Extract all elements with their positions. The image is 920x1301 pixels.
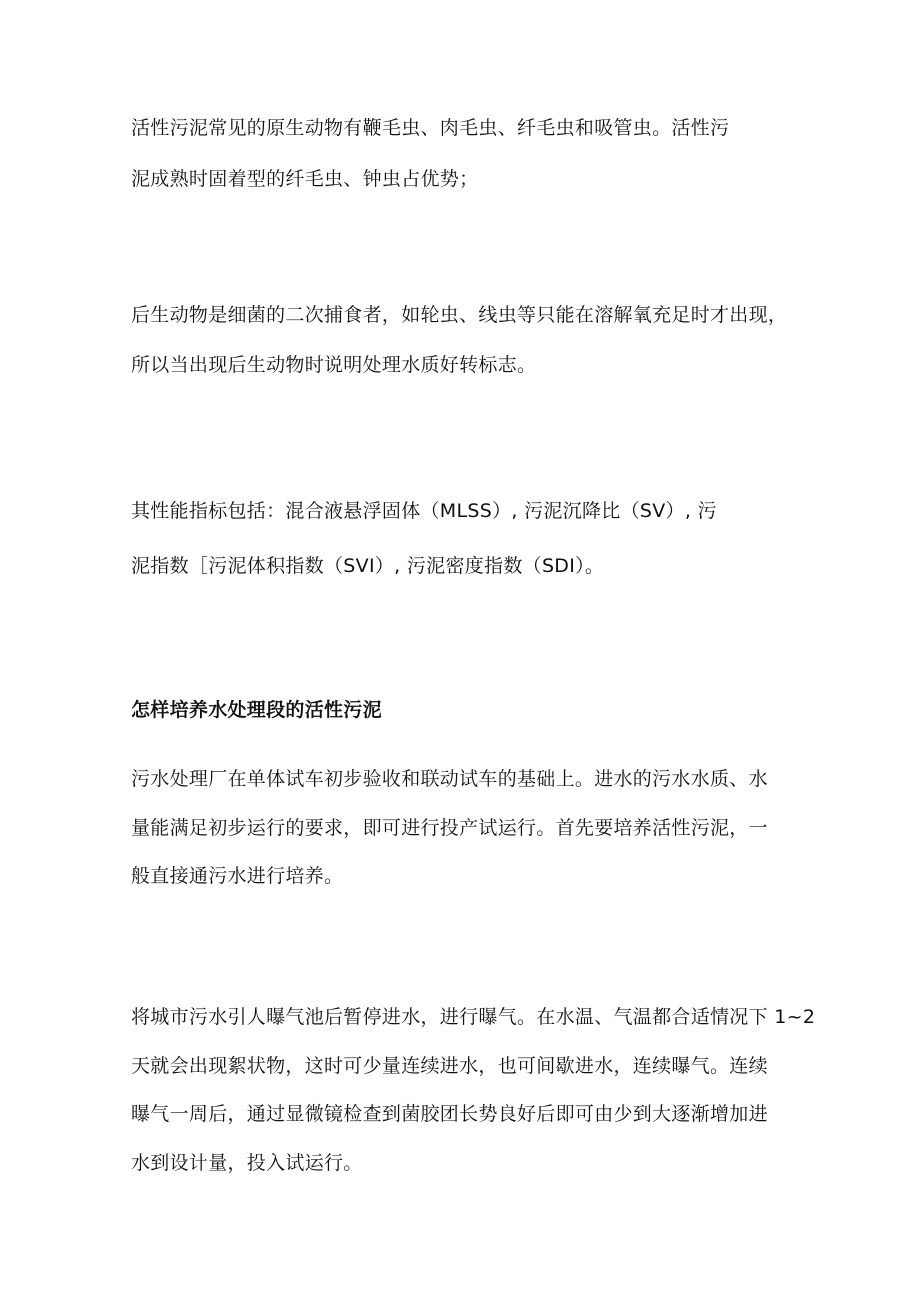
- text-line: 泥指数［污泥体积指数（SVI）, 污泥密度指数（SDI）。: [131, 555, 605, 577]
- text-line: 其性能指标包括：混合液悬浮固体（MLSS）, 污泥沉降比（SV）, 污: [131, 500, 717, 522]
- text-line: 泥成熟时固着型的纤毛虫、钟虫占优势；: [131, 168, 479, 190]
- text-line: 活性污泥常见的原生动物有鞭毛虫、肉毛虫、纤毛虫和吸管虫。活性污: [131, 117, 730, 139]
- text-line: 污水处理厂在单体试车初步验收和联动试车的基础上。进水的污水水质、水: [131, 768, 768, 790]
- text-line: 般直接通污水进行培养。: [131, 865, 344, 887]
- text-line: 量能满足初步运行的要求，即可进行投产试运行。首先要培养活性污泥，一: [131, 817, 768, 839]
- text-line: 所以当出现后生动物时说明处理水质好转标志。: [131, 354, 537, 376]
- text-line: 曝气一周后，通过显微镜检查到菌胶团长势良好后即可由少到大逐渐增加进: [131, 1103, 768, 1125]
- section-heading: 怎样培养水处理段的活性污泥: [131, 699, 382, 721]
- text-line: 后生动物是细菌的二次捕食者，如轮虫、线虫等只能在溶解氧充足时才出现，: [131, 304, 788, 326]
- text-line: 天就会出现絮状物，这时可少量连续进水，也可间歇进水，连续曝气。连续: [131, 1055, 768, 1077]
- text-line: 将城市污水引人曝气池后暂停进水，进行曝气。在水温、气温都合适情况下 1~2: [131, 1006, 816, 1028]
- text-line: 水到设计量，投入试运行。: [131, 1152, 363, 1174]
